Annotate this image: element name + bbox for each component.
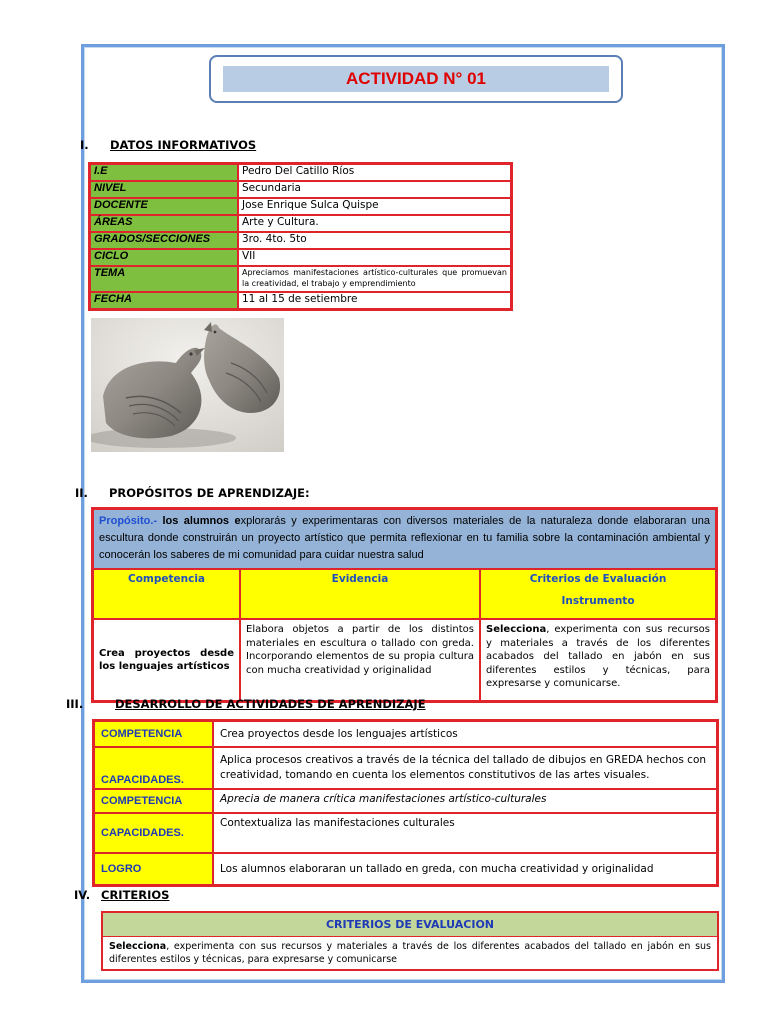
row-value: Secundaria xyxy=(238,181,511,198)
table-row xyxy=(94,813,717,853)
desarrollo-table xyxy=(92,719,719,887)
criterios-table xyxy=(101,911,719,971)
row-value: 3ro. 4to. 5to xyxy=(238,232,511,249)
row-key: I.E xyxy=(90,164,238,181)
table-row xyxy=(103,913,717,937)
criterio-cell xyxy=(480,619,716,701)
row-value: Pedro Del Catillo Ríos xyxy=(238,164,511,181)
proposito-cell xyxy=(93,509,716,569)
row-value: Aprecia de manera crítica manifestaciones artístico-culturales xyxy=(213,789,717,813)
row-key: CAPACIDADES. xyxy=(94,813,213,853)
table-row xyxy=(90,215,511,232)
section-number: II. xyxy=(75,486,88,500)
row-key: LOGRO xyxy=(94,853,213,885)
table-row xyxy=(90,164,511,181)
table-row xyxy=(90,249,511,266)
section-number: I. xyxy=(80,138,89,152)
table-row xyxy=(94,721,717,747)
proposito-bold: los alumnos e xyxy=(157,515,241,527)
row-key: CAPACIDADES. xyxy=(94,747,213,789)
competencia-cell: Crea proyectos desde los lenguajes artísticos xyxy=(93,619,240,701)
table-row xyxy=(103,937,717,969)
table-row xyxy=(90,198,511,215)
section-title: DATOS INFORMATIVOS xyxy=(110,138,257,152)
table-row xyxy=(94,747,717,789)
table-row xyxy=(93,509,716,569)
row-key: TEMA xyxy=(90,266,238,292)
instrumento-label: Instrumento xyxy=(561,595,635,607)
table-row xyxy=(93,569,716,619)
criterios-text: , experimenta con sus recursos y materiales a través de los diferentes acabados del tallado en jabón en sus diferentes estilos y técnicas, para expresarse y comunicarse xyxy=(109,941,711,965)
clay-birds-illustration xyxy=(91,318,284,452)
section-title: CRITERIOS xyxy=(101,888,170,902)
row-value: Contextualiza las manifestaciones culturales xyxy=(213,813,717,853)
section-number: III. xyxy=(66,697,84,711)
datos-table xyxy=(88,162,513,311)
row-key: COMPETENCIA xyxy=(94,721,213,747)
criterios-header: CRITERIOS DE EVALUACION xyxy=(103,913,717,937)
header-competencia: Competencia xyxy=(93,569,240,619)
table-row xyxy=(90,181,511,198)
table-row xyxy=(94,789,717,813)
row-key: DOCENTE xyxy=(90,198,238,215)
table-row xyxy=(90,292,511,309)
row-value: Los alumnos elaboraran un tallado en greda, con mucha creatividad y originalidad xyxy=(213,853,717,885)
row-value: VII xyxy=(238,249,511,266)
clay-birds-image xyxy=(91,318,284,452)
row-value: Aplica procesos creativos a través de la técnica del tallado de dibujos en GREDA hechos con creatividad, tomando en cuenta los elementos constitutivos de las artes visuales. xyxy=(213,747,717,789)
section-title: PROPÓSITOS DE APRENDIZAJE: xyxy=(109,486,310,500)
row-value: Jose Enrique Sulca Quispe xyxy=(238,198,511,215)
section-number: IV. xyxy=(74,888,91,902)
page-title: ACTIVIDAD N° 01 xyxy=(346,69,486,88)
criterios-bold: Selecciona xyxy=(109,941,167,952)
row-key: ÁREAS xyxy=(90,215,238,232)
table-row xyxy=(90,266,511,292)
header-criterios xyxy=(480,569,716,619)
criterio-text: , experimenta con sus recursos y materiales a través de los diferentes acabados del tallado en jabón en sus diferentes estilos y técnicas, para expresarse y comunicarse. xyxy=(486,624,710,689)
evidencia-cell: Elabora objetos a partir de los distintos materiales en escultura o tallado con greda. Incorporando elementos de su propia cultura con mucha creatividad y originalidad xyxy=(240,619,480,701)
section-title: DESARROLLO DE ACTIVIDADES DE APRENDIZAJE xyxy=(115,697,426,711)
row-value: Apreciamos manifestaciones artístico-culturales que promuevan la creatividad, el trabajo y emprendimiento xyxy=(238,266,511,292)
propositos-table xyxy=(91,507,718,703)
criterios-body xyxy=(103,937,717,969)
row-key: COMPETENCIA xyxy=(94,789,213,813)
proposito-label: Propósito.- xyxy=(99,515,158,527)
criterios-label: Criterios de Evaluación xyxy=(529,573,667,585)
row-value: Arte y Cultura. xyxy=(238,215,511,232)
row-value: Crea proyectos desde los lenguajes artísticos xyxy=(213,721,717,747)
proposito-text: xplorarás y experimentaras con diversos materiales de la naturaleza donde elaboraran una escultura donde construirán un proyecto artístico que permita reflexionar en tu familia sobre la contaminación ambiental y conocerán los saberes de mi comunidad para cuidar nuestra salud xyxy=(99,515,710,561)
row-key: NIVEL xyxy=(90,181,238,198)
table-row xyxy=(93,619,716,701)
row-key: CICLO xyxy=(90,249,238,266)
row-key: FECHA xyxy=(90,292,238,309)
row-key: GRADOS/SECCIONES xyxy=(90,232,238,249)
row-value: 11 al 15 de setiembre xyxy=(238,292,511,309)
title-box xyxy=(209,55,623,103)
table-row xyxy=(90,232,511,249)
title-banner xyxy=(223,66,609,92)
header-evidencia: Evidencia xyxy=(240,569,480,619)
criterio-bold: Selecciona xyxy=(486,624,547,635)
table-row xyxy=(94,853,717,885)
